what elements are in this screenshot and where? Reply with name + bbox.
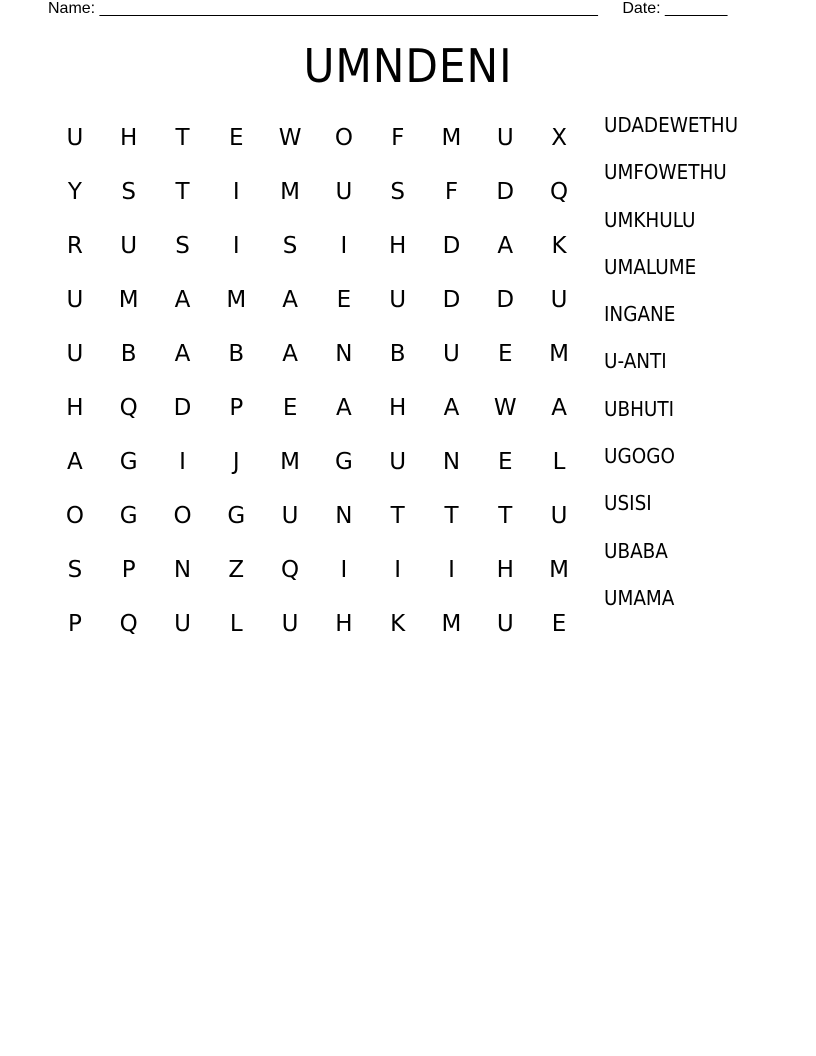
grid-letter: I (394, 556, 402, 583)
grid-letter: M (280, 178, 301, 205)
grid-letter: U (281, 610, 299, 637)
grid-letter: U (335, 178, 353, 205)
grid-letter: N (173, 556, 192, 583)
grid-letter: D (442, 232, 461, 259)
grid-letter: K (390, 610, 406, 637)
grid-letter: B (389, 340, 406, 367)
grid-letter: H (120, 124, 138, 151)
grid-letter: U (443, 340, 460, 367)
word-list-item: UMKHULU (604, 207, 696, 232)
grid-letter: M (441, 610, 462, 637)
grid-letter: M (118, 286, 139, 313)
word-list-item: UBHUTI (604, 396, 675, 421)
word-list-item: UMALUME (604, 254, 697, 279)
grid-letter: D (496, 178, 515, 205)
grid-letter: D (496, 286, 515, 313)
grid-letter: U (496, 124, 514, 151)
word-list-item: INGANE (604, 302, 676, 327)
grid-letter: Q (550, 178, 569, 205)
grid-letter: L (552, 448, 566, 475)
word-list-item: U-ANTI (604, 349, 667, 374)
grid-letter: N (442, 448, 461, 475)
grid-letter: U (66, 286, 84, 313)
grid-letter: U (550, 286, 568, 313)
word-list-item: UMAMA (604, 585, 675, 610)
grid-letter: Q (281, 556, 300, 583)
grid-letter: U (281, 502, 299, 529)
header-fields (48, 0, 727, 20)
grid-letter: H (496, 556, 514, 583)
grid-letter: I (340, 556, 348, 583)
grid-letter: D (442, 286, 461, 313)
word-list-item: UMFOWETHU (604, 160, 727, 185)
date-blank: _______ (665, 0, 728, 17)
grid-letter: A (551, 394, 567, 421)
grid-letter: P (67, 610, 82, 637)
grid-letter: A (67, 448, 83, 475)
grid-letter: H (389, 232, 407, 259)
grid-letter: E (551, 610, 567, 637)
grid-letter: X (551, 124, 567, 151)
grid-letter: E (498, 448, 513, 475)
grid-letter: S (121, 178, 136, 205)
grid-letter: S (390, 178, 405, 205)
word-list (604, 111, 750, 631)
grid-letter: A (497, 232, 514, 259)
grid-letter: O (173, 502, 192, 529)
grid-letter: T (175, 178, 190, 205)
grid-letter: H (389, 394, 407, 421)
word-list-item: UGOGO (604, 444, 675, 469)
grid-letter: A (336, 394, 352, 421)
name-label: Name: (48, 0, 96, 17)
grid-letter: G (334, 448, 353, 475)
grid-letter: T (175, 124, 190, 151)
grid-letter: E (229, 124, 244, 151)
grid-letter: U (389, 286, 407, 313)
grid-letter: M (549, 556, 569, 583)
grid-letter: M (549, 340, 569, 367)
grid-letter: U (66, 124, 84, 151)
name-blank: ________________________________________________________ (99, 0, 598, 17)
grid-letter: S (175, 232, 190, 259)
page-title: UMNDENI (303, 39, 513, 93)
grid-letter: A (282, 286, 298, 313)
grid-letter: U (389, 448, 407, 475)
grid-letter: I (340, 232, 348, 259)
date-label: Date: (622, 0, 661, 17)
grid-letter: U (550, 502, 568, 529)
grid-letter: Q (119, 394, 138, 421)
grid-letter: Z (228, 556, 245, 583)
grid-letter: Y (67, 178, 82, 205)
word-search-grid (48, 111, 588, 651)
grid-letter: N (335, 502, 353, 529)
grid-letter: J (232, 448, 240, 475)
grid-letter: O (334, 124, 353, 151)
grid-letter: L (229, 610, 243, 637)
grid-letter: I (448, 556, 455, 583)
grid-letter: T (498, 502, 513, 529)
grid-letter: U (496, 610, 514, 637)
grid-letter: U (120, 232, 138, 259)
grid-letter: A (443, 394, 460, 421)
grid-letter: I (232, 178, 240, 205)
grid-letter: S (282, 232, 298, 259)
grid-letter: A (282, 340, 298, 367)
grid-letter: Q (119, 610, 138, 637)
grid-letter: E (336, 286, 352, 313)
grid-letter: I (179, 448, 186, 475)
grid-letter: T (390, 502, 405, 529)
grid-letter: D (173, 394, 192, 421)
grid-letter: G (227, 502, 246, 529)
grid-letter: M (441, 124, 462, 151)
grid-letter: P (229, 394, 244, 421)
word-list-item: UBABA (604, 538, 668, 563)
grid-letter: E (498, 340, 513, 367)
grid-letter: G (119, 448, 138, 475)
grid-letter: G (119, 502, 138, 529)
grid-letter: U (66, 340, 84, 367)
grid-letter: P (121, 556, 136, 583)
grid-letter: R (66, 232, 83, 259)
grid-letter: W (278, 124, 302, 151)
grid-letter: K (551, 232, 567, 259)
grid-letter: F (444, 178, 459, 205)
grid-letter: W (493, 394, 517, 421)
grid-letter: A (174, 340, 191, 367)
grid-letter: U (174, 610, 191, 637)
grid-letter: B (228, 340, 245, 367)
grid-letter: H (335, 610, 353, 637)
grid-letter: M (226, 286, 247, 313)
word-list-item: USISI (604, 491, 652, 516)
grid-letter: F (391, 124, 405, 151)
grid-letter: E (282, 394, 298, 421)
grid-letter: A (174, 286, 191, 313)
grid-letter: O (65, 502, 84, 529)
grid-letter: I (232, 232, 240, 259)
grid-letter: T (444, 502, 459, 529)
word-list-item: UDADEWETHU (604, 113, 739, 137)
grid-letter: H (66, 394, 84, 421)
grid-letter: M (280, 448, 301, 475)
grid-letter: N (335, 340, 353, 367)
grid-letter: S (67, 556, 83, 583)
grid-letter: B (120, 340, 137, 367)
